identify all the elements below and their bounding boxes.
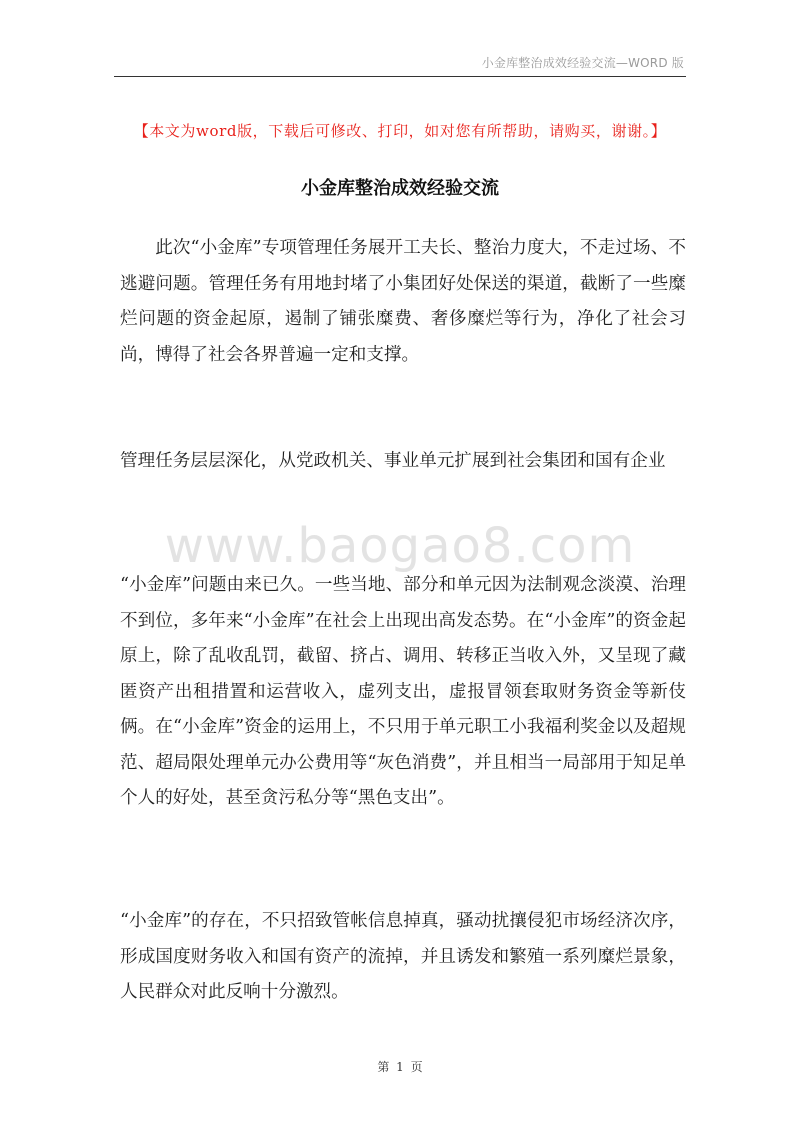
paragraph-consequences: “小金库”的存在，不只招致管帐信息掉真，骚动扰攘侵犯市场经济次序，形成国度财务收入和国有资产的流掉，并且诱发和繁殖一系列糜烂景象，人民群众对此反响十分激烈。 [120, 911, 686, 1002]
paragraph-section-heading: 管理任务层层深化，从党政机关、事业单元扩展到社会集团和国有企业 [120, 451, 666, 471]
download-notice: 【本文为word版，下载后可修改、打印，如对您有所帮助，请购买，谢谢。】 [133, 122, 667, 140]
header-divider [114, 76, 686, 77]
paragraph-intro: 此次“小金库”专项管理任务展开工夫长、整治力度大，不走过场、不逃避问题。管理任务有用地封堵了小集团好处保送的渠道，截断了一些糜烂问题的资金起原，遏制了铺张糜费、奢侈糜烂等行为，净化了社会习尚，博得了社会各界普遍一定和支撑。 [120, 238, 686, 365]
running-header: 小金库整治成效经验交流—WORD 版 [481, 56, 684, 70]
document-title: 小金库整治成效经验交流 [301, 178, 499, 199]
page-number: 第 1 页 [377, 1060, 423, 1074]
watermark-text: www.baogao8.com [164, 518, 636, 574]
paragraph-background: “小金库”问题由来已久。一些当地、部分和单元因为法制观念淡漠、治理不到位，多年来“小金库”在社会上出现出高发态势。在“小金库”的资金起原上，除了乱收乱罚，截留、挤占、调用、转移正当收入外，又呈现了藏匿资产出租措置和运营收入，虚列支出，虚报冒领套取财务资金等新伎俩。在“小金库”资金的运用上，不只用于单元职工小我福利奖金以及超规范、超局限处理单元办公费用等“灰色消费”，并且相当一局部用于知足单个人的好处，甚至贪污私分等“黑色支出”。 [120, 575, 686, 808]
